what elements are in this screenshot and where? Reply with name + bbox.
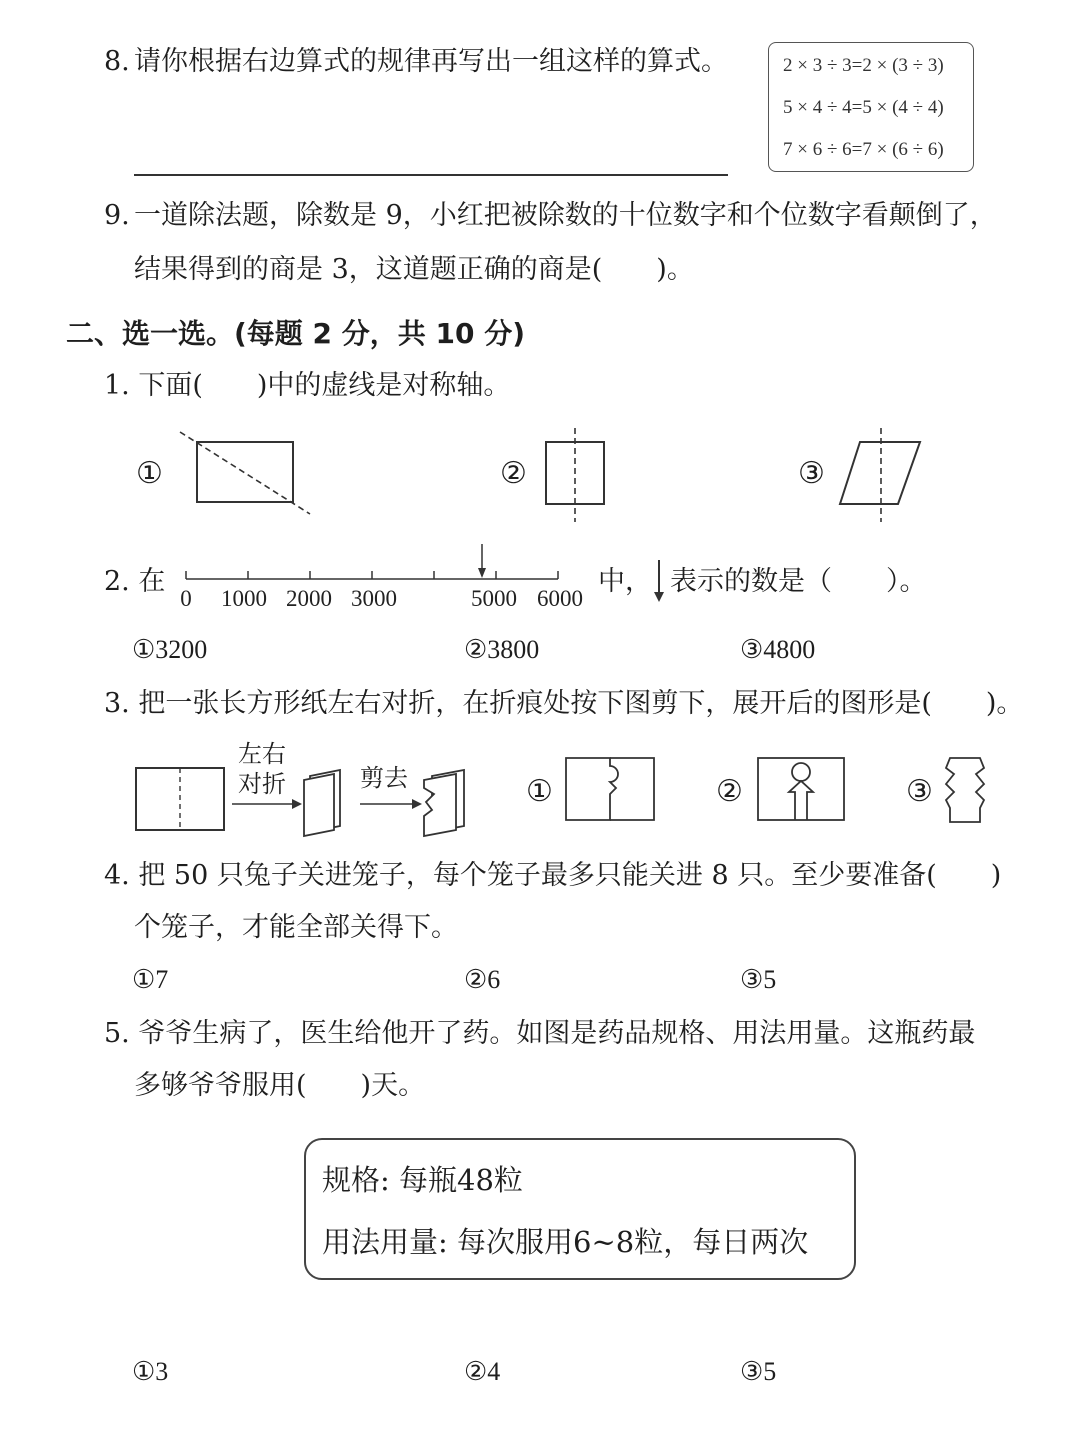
tick-label-1000: 1000 bbox=[221, 586, 267, 611]
c4-option-1[interactable]: ①7 bbox=[132, 965, 169, 994]
equation-box bbox=[768, 42, 974, 172]
q9-line2: 结果得到的商是 3，这道题正确的商是( )。 bbox=[134, 254, 694, 285]
medicine-info-box bbox=[304, 1138, 856, 1280]
c2-option-3[interactable]: ③4800 bbox=[740, 635, 816, 664]
arrow-right-icon bbox=[230, 796, 304, 812]
c3-step2: 剪去 bbox=[360, 764, 408, 792]
c3-folded-paper bbox=[300, 766, 356, 838]
c3-text: 3. 把一张长方形纸左右对折，在折痕处按下图剪下，展开后的图形是( )。 bbox=[104, 688, 1024, 719]
down-arrow-icon bbox=[651, 558, 667, 604]
q8-number: 8. bbox=[104, 46, 130, 77]
c3-step1-bottom: 对折 bbox=[238, 770, 286, 798]
c2-tail: 表示的数是（ ）。 bbox=[670, 566, 927, 597]
medicine-dosage: 用法用量: 每次服用6~8粒，每日两次 bbox=[322, 1225, 809, 1259]
tick-label-6000: 6000 bbox=[537, 586, 583, 611]
c4-line1: 4. 把 50 只兔子关进笼子，每个笼子最多只能关进 8 只。至少要准备( ) bbox=[104, 860, 1002, 891]
c2-suffix: 中， bbox=[598, 566, 652, 597]
c3-cut-paper bbox=[420, 766, 470, 838]
tick-label-0: 0 bbox=[180, 586, 192, 611]
arrow-right-icon-2 bbox=[358, 796, 424, 812]
c5-line2: 多够爷爷服用( )天。 bbox=[134, 1070, 426, 1101]
c3-mark-2[interactable]: ② bbox=[716, 774, 743, 809]
c3-mark-3[interactable]: ③ bbox=[906, 774, 933, 809]
number-line bbox=[176, 540, 586, 616]
medicine-spec: 规格: 每瓶48粒 bbox=[322, 1163, 523, 1197]
c5-option-2[interactable]: ②4 bbox=[464, 1357, 501, 1386]
c5-option-1[interactable]: ①3 bbox=[132, 1357, 169, 1386]
c1-mark-2[interactable]: ② bbox=[500, 456, 527, 491]
c1-figure-rectangle bbox=[170, 424, 320, 524]
c3-step1-top: 左右 bbox=[238, 740, 286, 768]
c2-prefix: 2. 在 bbox=[104, 566, 166, 597]
c3-option-2-figure bbox=[756, 756, 848, 824]
q9-number: 9. bbox=[104, 200, 130, 231]
c3-paper bbox=[134, 766, 228, 832]
q9-line1: 一道除法题，除数是 9，小红把被除数的十位数字和个位数字看颠倒了， bbox=[134, 200, 997, 231]
answer-line[interactable] bbox=[134, 174, 728, 176]
c4-option-3[interactable]: ③5 bbox=[740, 965, 777, 994]
tick-label-3000: 3000 bbox=[351, 586, 397, 611]
tick-label-5000: 5000 bbox=[471, 586, 517, 611]
c5-line1: 5. 爷爷生病了，医生给他开了药。如图是药品规格、用法用量。这瓶药最 bbox=[104, 1018, 976, 1049]
equation-1: 2 × 3 ÷ 3=2 × (3 ÷ 3) bbox=[783, 55, 944, 76]
c1-mark-1[interactable]: ① bbox=[136, 456, 163, 491]
equation-3: 7 × 6 ÷ 6=7 × (6 ÷ 6) bbox=[783, 139, 944, 160]
c1-figure-square bbox=[540, 424, 610, 524]
c4-option-2[interactable]: ②6 bbox=[464, 965, 501, 994]
c5-option-3[interactable]: ③5 bbox=[740, 1357, 777, 1386]
c1-figure-parallelogram bbox=[836, 424, 926, 524]
section-title: 二、选一选。(每题 2 分，共 10 分) bbox=[66, 317, 526, 350]
c3-option-1-figure bbox=[564, 756, 658, 824]
tick-label-2000: 2000 bbox=[286, 586, 332, 611]
c3-mark-1[interactable]: ① bbox=[526, 774, 553, 809]
q8-text: 请你根据右边算式的规律再写出一组这样的算式。 bbox=[134, 46, 728, 77]
equation-2: 5 × 4 ÷ 4=5 × (4 ÷ 4) bbox=[783, 97, 944, 118]
c1-text: 1. 下面( )中的虚线是对称轴。 bbox=[104, 370, 511, 401]
c4-line2: 个笼子，才能全部关得下。 bbox=[134, 912, 458, 943]
c2-option-1[interactable]: ①3200 bbox=[132, 635, 208, 664]
c3-option-3-figure bbox=[940, 754, 992, 826]
c2-option-2[interactable]: ②3800 bbox=[464, 635, 540, 664]
c1-mark-3[interactable]: ③ bbox=[798, 456, 825, 491]
